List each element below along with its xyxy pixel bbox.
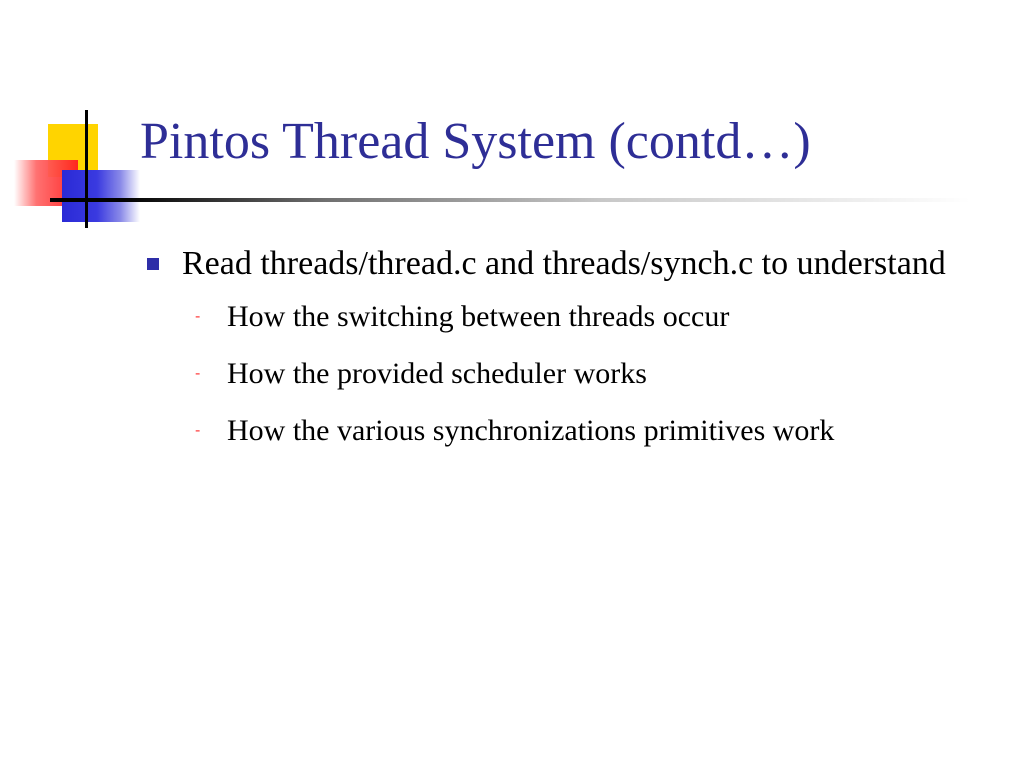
sub-bullet-text: How the provided scheduler works — [227, 357, 647, 390]
sub-bullet-item — [140, 351, 927, 397]
bullet-text: Read threads/thread.c and threads/synch.c to understand — [182, 245, 946, 282]
decorative-vertical-line — [85, 110, 88, 228]
sub-bullet-text: How the switching between threads occur — [227, 300, 730, 333]
square-bullet-icon — [147, 258, 159, 270]
sub-bullet-item — [140, 408, 927, 454]
sub-bullet-item — [140, 294, 927, 340]
bullet-item — [140, 238, 1000, 290]
dash-bullet-icon: - — [195, 365, 201, 382]
slide-content — [140, 238, 1000, 465]
dash-bullet-icon: - — [195, 422, 201, 439]
sub-bullet-text: How the various synchronizations primitives work — [227, 414, 835, 447]
title-underline — [50, 198, 970, 202]
sub-bullet-list — [140, 294, 1000, 454]
decorative-blue-square — [62, 170, 140, 222]
slide-title: Pintos Thread System (contd…) — [140, 113, 811, 170]
dash-bullet-icon: - — [195, 308, 201, 325]
